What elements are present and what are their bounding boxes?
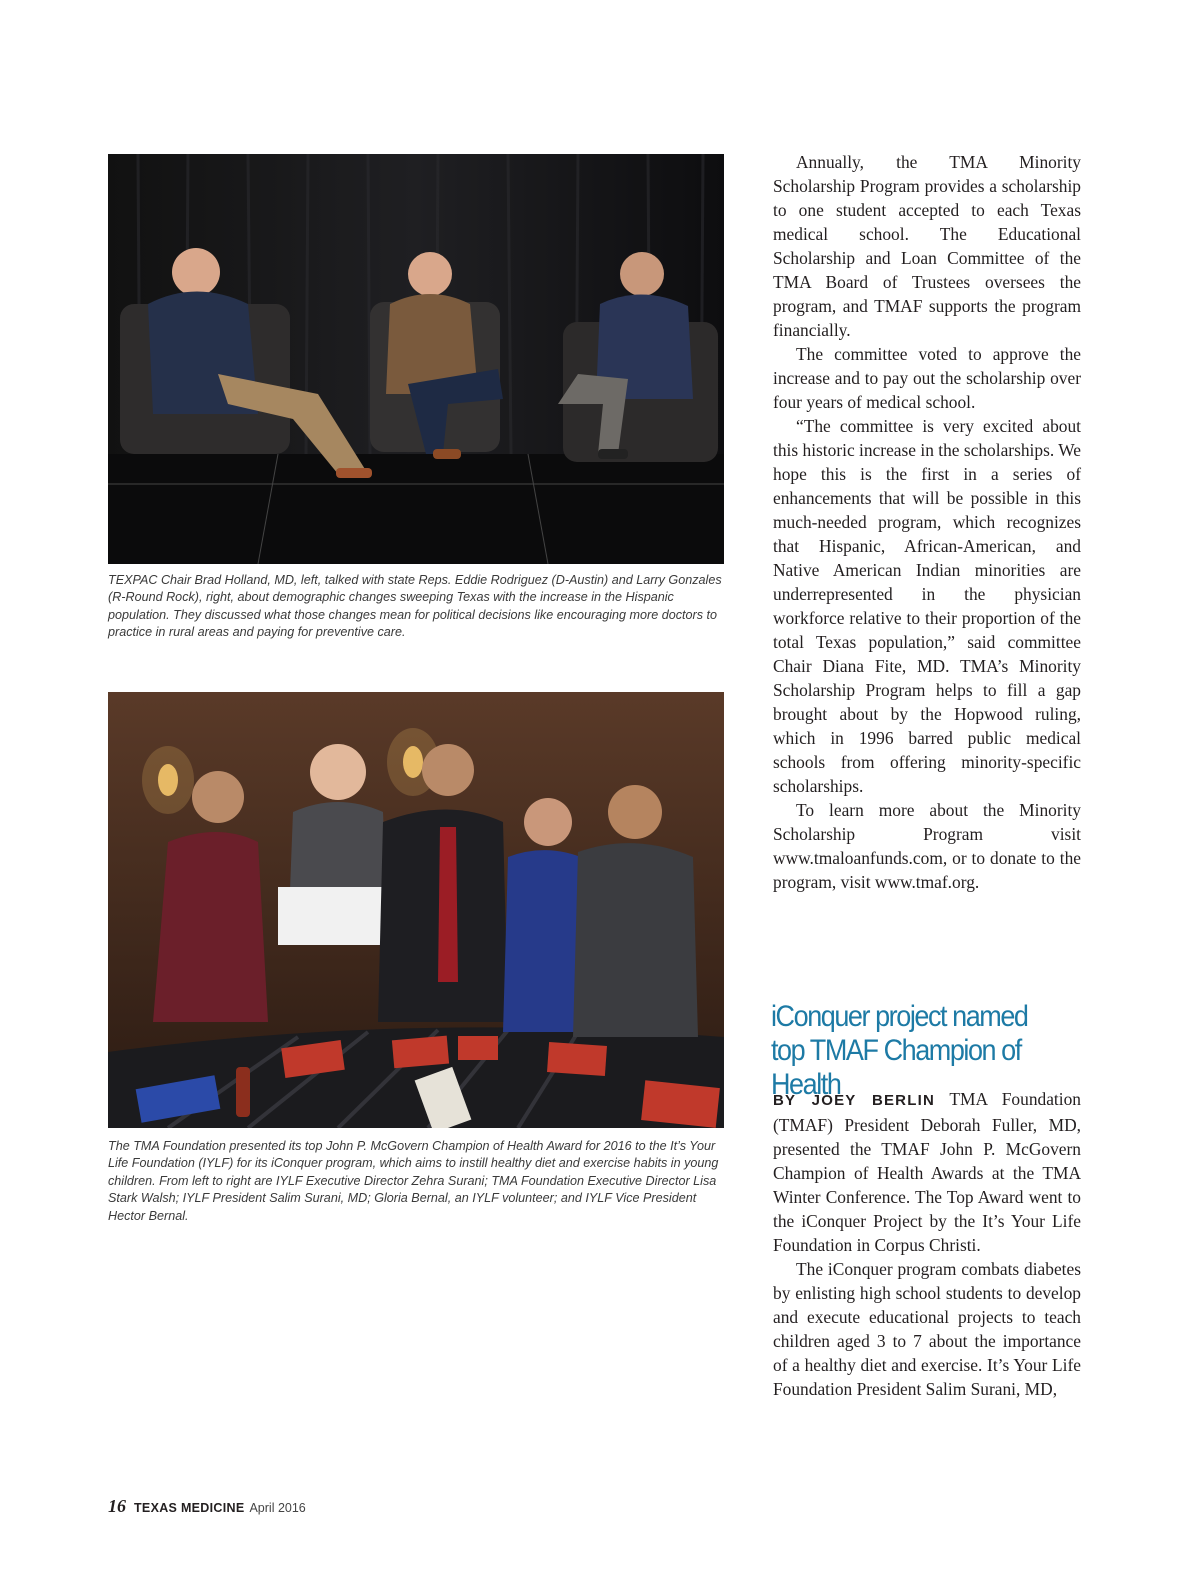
panel-discussion-photo — [108, 154, 724, 564]
page-number: 16 — [108, 1496, 126, 1516]
article-continued — [773, 150, 1081, 894]
photo-caption-panel: TEXPAC Chair Brad Holland, MD, left, talked with state Reps. Eddie Rodriguez (D-Austin) and Larry Gonzales (R-Round Rock), right, about demographic changes sweeping Texas with the increase in the Hispanic population. They discussed what those changes mean for political decisions like encouraging more doctors to practice in rural areas and paying for preventive care. — [108, 573, 722, 640]
award-group-photo — [108, 692, 724, 1128]
article-headline: iConquer project named top TMAF Champion of Health — [771, 1000, 1028, 1101]
article-paragraph: The iConquer program combats diabetes by enlisting high school students to develop and execute educational projects to teach children aged 3 to 7 about the importance of a healthy diet and exercise. It’s Your Life Foundation President Salim Surani, MD, — [773, 1259, 1081, 1399]
award-group-illustration — [108, 692, 724, 1128]
article-paragraph: The committee voted to approve the increase and to pay out the scholarship over four years of medical school. — [773, 344, 1081, 412]
stage-panel-illustration — [108, 154, 724, 564]
magazine-name: TEXAS MEDICINE — [134, 1501, 245, 1515]
page-footer — [108, 1496, 306, 1517]
article-paragraph: To learn more about the Minority Scholarship Program visit www.tmaloanfunds.com, or to donate to the program, visit www.tmaf.org. — [773, 800, 1081, 892]
article-lead — [773, 1087, 1081, 1257]
article-body — [773, 1087, 1081, 1401]
article-paragraph: “The committee is very excited about this historic increase in the scholarships. We hope this is the first in a series of enhancements that will be possible in this much-needed program, which recognizes that Hispanic, African-American, and Native American Indian minorities are underrepresented in the physician workforce relative to their proportion of the total Texas population,” said committee Chair Diana Fite, MD. TMA’s Minority Scholarship Program helps to fill a gap brought about by the Hopwood ruling, which in 1996 barred public medical schools from offering minority-specific scholarships. — [773, 416, 1081, 796]
article-paragraph: Annually, the TMA Minority Scholarship Program provides a scholarship to one student accepted to each Texas medical school. The Educational Scholarship and Loan Committee of the TMA Board of Trustees oversees the program, and TMAF supports the program financially. — [773, 152, 1081, 340]
issue-date: April 2016 — [249, 1501, 306, 1515]
lead-text: TMA Foundation (TMAF) President Deborah Fuller, MD, presented the TMAF John P. McGovern Champion of Health Awards at the TMA Winter Conference. The Top Award went to the iConquer Project by the It’s Your Life Foundation in Corpus Christi. — [773, 1089, 1081, 1255]
byline: BY JOEY BERLIN — [773, 1092, 935, 1109]
photo-caption-award: The TMA Foundation presented its top John P. McGovern Champion of Health Award for 2016 to the It’s Your Life Foundation (IYLF) for its iConquer program, which aims to instill healthy diet and exercise habits in young children. From left to right are IYLF Executive Director Zehra Surani; TMA Foundation Executive Director Lisa Stark Walsh; IYLF President Salim Surani, MD; Gloria Bernal, an IYLF volunteer; and IYLF Vice President Hector Bernal. — [108, 1139, 719, 1223]
